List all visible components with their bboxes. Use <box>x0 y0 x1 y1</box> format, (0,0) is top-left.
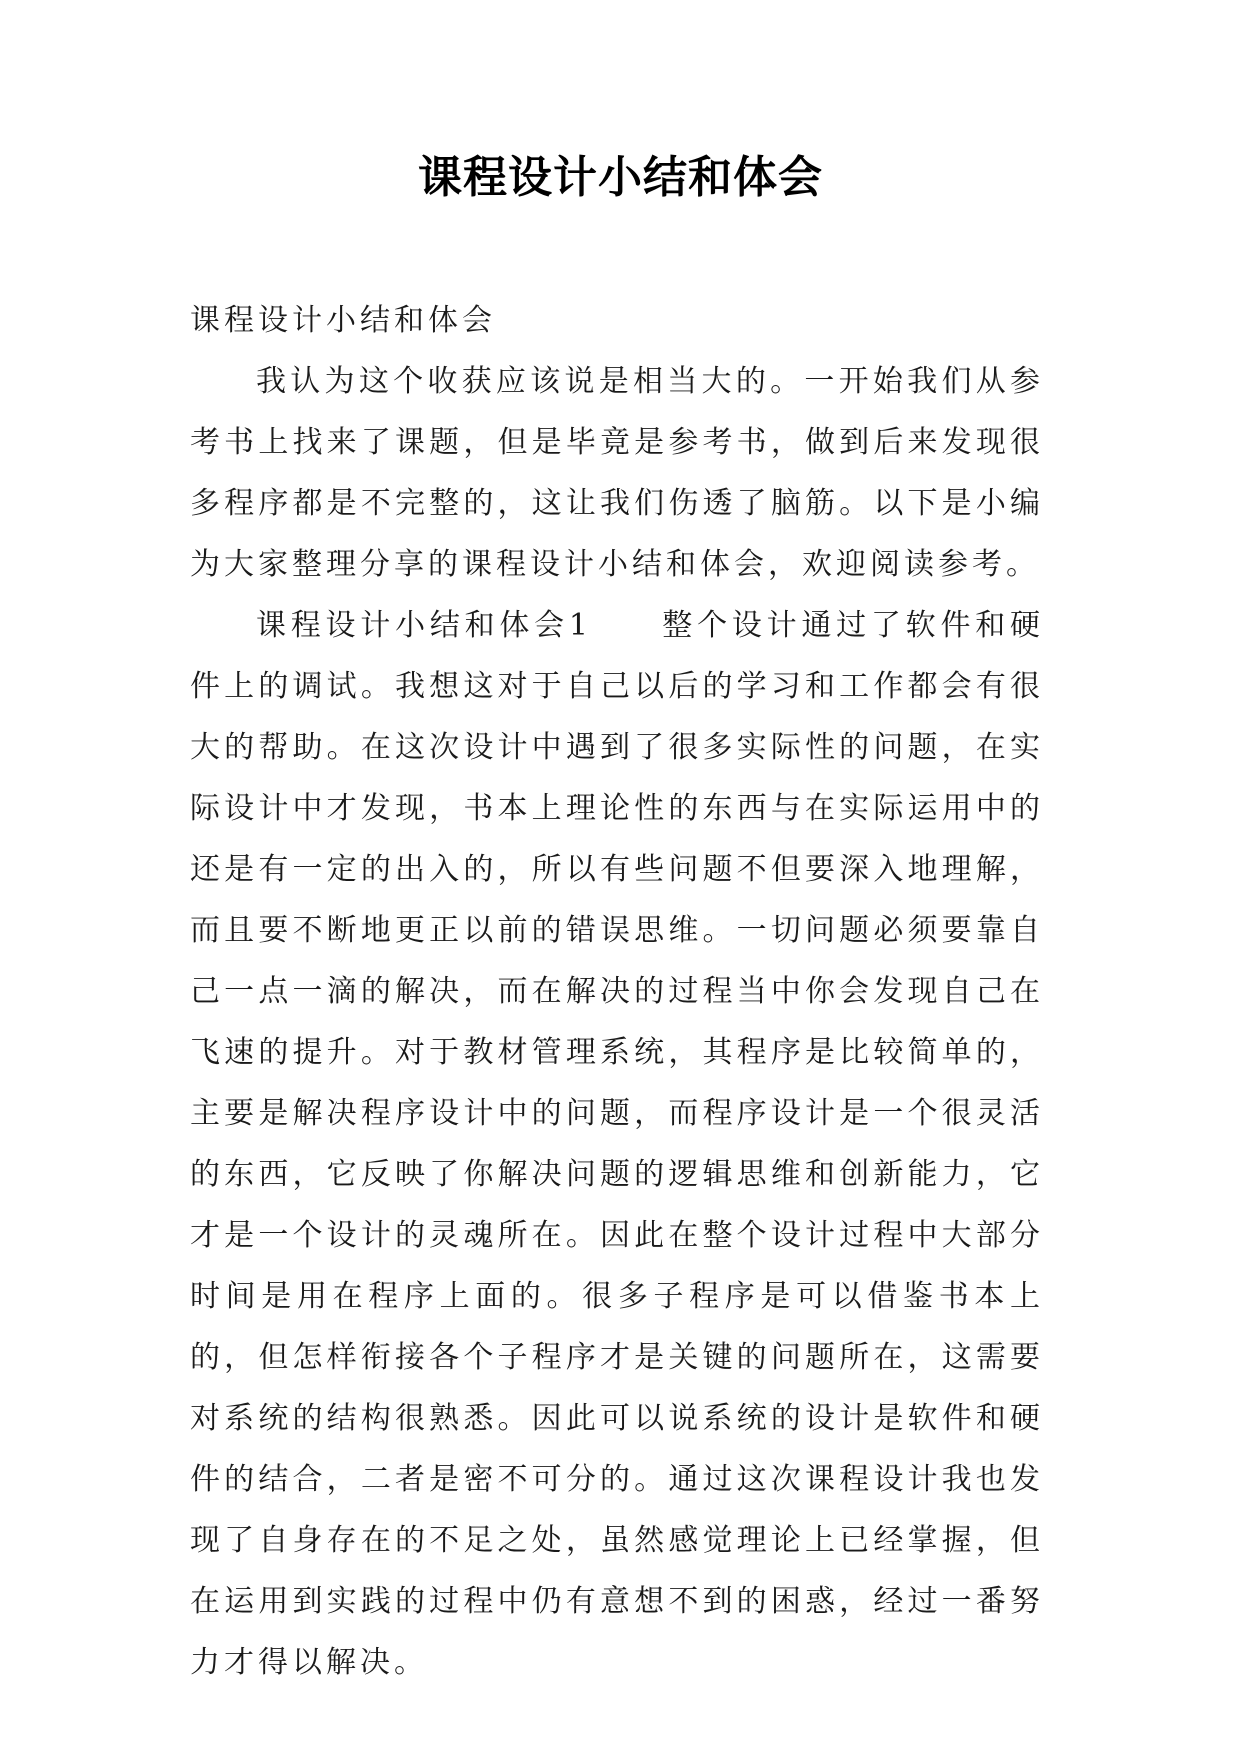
document-body <box>190 290 1044 1693</box>
paragraph-main: 课程设计小结和体会1 整个设计通过了软件和硬件上的调试。我想这对于自己以后的学习和工作都会有很大的帮助。在这次设计中遇到了很多实际性的问题，在实际设计中才发现，书本上理论性的东西与在实际运用中的还是有一定的出入的，所以有些问题不但要深入地理解，而且要不断地更正以前的错误思维。一切问题必须要靠自己一点一滴的解决，而在解决的过程当中你会发现自己在飞速的提升。对于教材管理系统，其程序是比较简单的，主要是解决程序设计中的问题，而程序设计是一个很灵活的东西，它反映了你解决问题的逻辑思维和创新能力，它才是一个设计的灵魂所在。因此在整个设计过程中大部分时间是用在程序上面的。很多子程序是可以借鉴书本上的，但怎样衔接各个子程序才是关键的问题所在，这需要对系统的结构很熟悉。因此可以说系统的设计是软件和硬件的结合，二者是密不可分的。通过这次课程设计我也发现了自身存在的不足之处，虽然感觉理论上已经掌握，但在运用到实践的过程中仍有意想不到的困惑，经过一番努力才得以解决。 <box>190 608 1044 1680</box>
paragraph-intro: 我认为这个收获应该说是相当大的。一开始我们从参考书上找来了课题，但是毕竟是参考书，做到后来发现很多程序都是不完整的，这让我们伤透了脑筋。以下是小编为大家整理分享的课程设计小结和体会，欢迎阅读参考。 <box>190 364 1044 582</box>
subheading: 课程设计小结和体会 <box>190 303 496 338</box>
document-title: 课程设计小结和体会 <box>418 152 823 203</box>
